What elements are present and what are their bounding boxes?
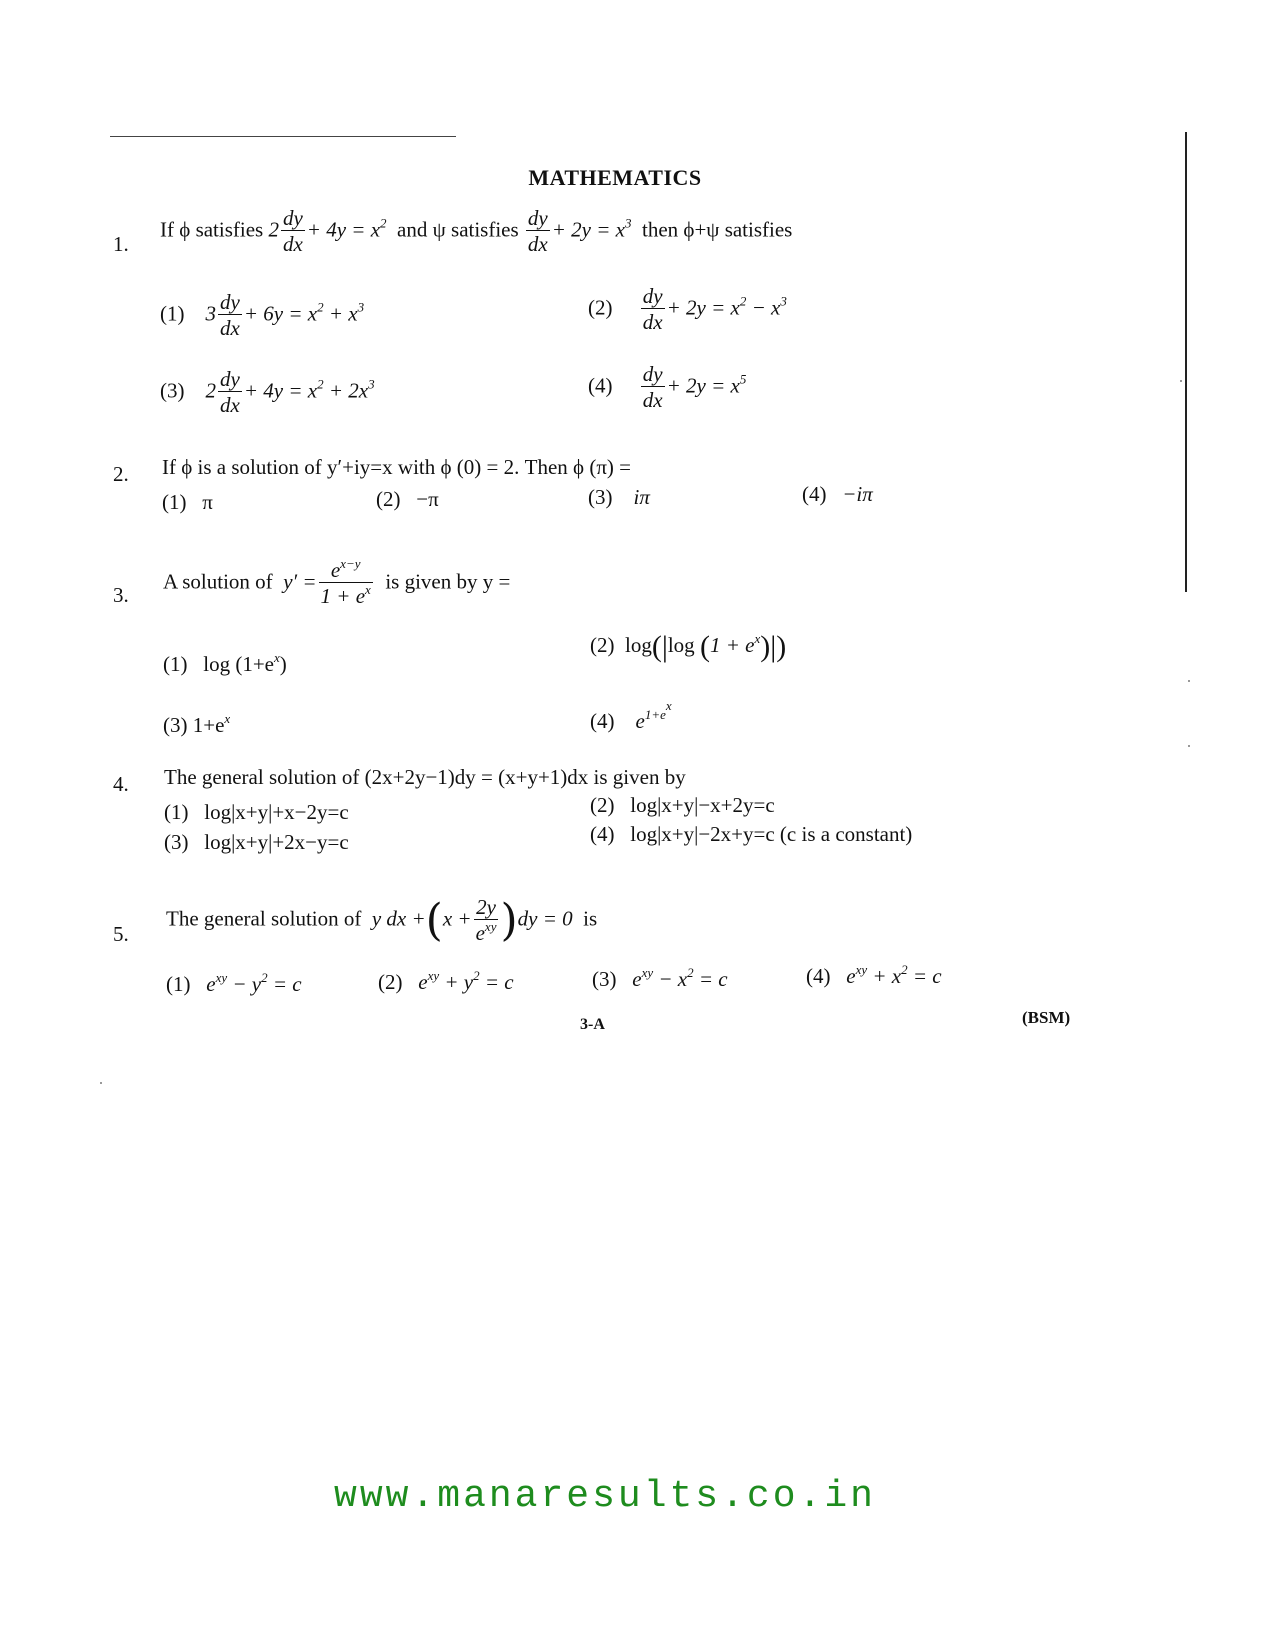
question-4-stem: The general solution of (2x+2y−1)dy = (x+y+1)dx is given by [164,765,686,789]
page-edge-line [1185,132,1187,592]
q5-option-3: (3) $e^{xy} - x^2 = c$ [592,965,728,991]
question-1-stem: If ϕ satisfies 2 $\frac{dy}{dx}$ + $4y = x^2$ and ψ satisfies $\frac{dy}{dx}$ + $2y = x^3$ then ϕ+ψ satisfies [160,206,793,256]
q2-option-3: (3) iπ [588,485,650,509]
question-number: 5. [113,922,129,946]
q1-option-1: (1) 3 $\frac{dy}{dx}$ + $6y = x^2 + x^3$ [160,290,365,340]
question-3-stem: A solution of y′ = $\frac{e^{x-y}}{1 + e^x}$ is given by y = [163,556,511,608]
scan-speck [1180,380,1182,382]
series-code: (BSM) [1022,1008,1071,1027]
q5-option-4: (4) $e^{xy} + x^2 = c$ [806,962,942,988]
question-5-stem: The general solution of y dx +(x + $\frac{2y}{e^{xy}}$ )dy = 0 is [166,895,598,946]
q5-option-1: (1) $e^{xy} - y^2 = c$ [166,970,302,996]
question-number: 2. [113,462,129,486]
q3-option-1: (1) $\log (1+e^x)$ [163,650,287,676]
q1-option-3: (3) 2 $\frac{dy}{dx}$ + $4y = x^2 + 2x^3$ [160,367,375,417]
website-watermark: www.manaresults.co.in [334,1475,876,1518]
page-code: 3-A [580,1016,605,1033]
q2-option-2: (2) −π [376,487,439,511]
q1-option-4: (4) $\frac{dy}{dx}$ + $2y = x^5$ [588,362,747,412]
q3-option-2: (2) log(|log $(1 + e^x)|$) [590,630,787,663]
scan-speck [100,1082,102,1084]
top-rule [110,136,456,137]
q4-option-4: (4) log|x+y|−2x+y=c (c is a constant) [590,822,913,846]
q4-option-2: (2) log|x+y|−x+2y=c [590,793,775,817]
scan-speck [1188,680,1190,682]
q3-option-3: (3) $1+e^x$ [163,711,231,737]
q1-option-2: (2) $\frac{dy}{dx}$ + $2y = x^2 - x^3$ [588,284,787,334]
q4-option-1: (1) log|x+y|+x−2y=c [164,800,349,824]
q3-option-4: (4) $e^{1+e^x}$ [590,698,672,733]
question-2-stem: If ϕ is a solution of y′+iy=x with ϕ (0) = 2. Then ϕ (π) = [162,455,632,479]
page-title: MATHEMATICS [528,165,702,190]
scan-speck [1188,745,1190,747]
q4-option-3: (3) log|x+y|+2x−y=c [164,830,349,854]
question-number: 1. [113,232,129,256]
question-number: 3. [113,583,129,607]
q2-option-1: (1) π [162,490,213,514]
q5-option-2: (2) $e^{xy} + y^2 = c$ [378,968,514,994]
question-number: 4. [113,772,129,796]
q2-option-4: (4) −iπ [802,482,873,506]
